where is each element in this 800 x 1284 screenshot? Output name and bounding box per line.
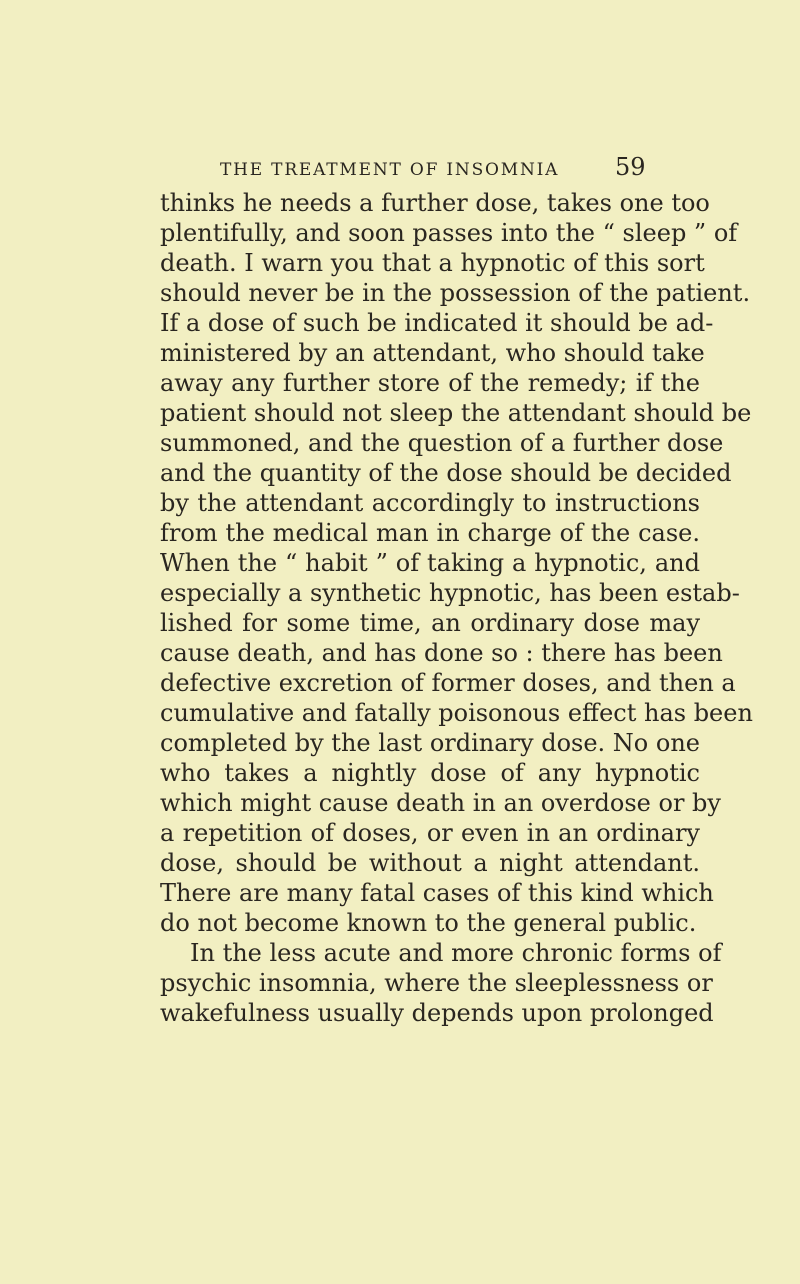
text-line: by the attendant accordingly to instructions [160,489,700,517]
text-line: patient should not sleep the attendant should be [160,399,752,427]
text-line: should never be in the possession of the patient. [160,279,751,307]
text-line: do not become known to the general public. [160,909,697,937]
text-line: cause death, and has done so : there has been [160,639,723,667]
text-line: from the medical man in charge of the case. [160,519,700,547]
body-text [160,188,753,1028]
text-line: death. I warn you that a hypnotic of this sort [160,249,705,277]
text-line: and the quantity of the dose should be decided [160,459,732,487]
text-line: cumulative and fatally poisonous effect has been [160,699,753,727]
text-line: ministered by an attendant, who should take [160,339,705,367]
text-line: wakefulness usually depends upon prolonged [160,999,714,1027]
text-line: a repetition of doses, or even in an ordinary [160,819,700,847]
text-line: plentifully, and soon passes into the “ sleep ” of [160,219,738,247]
text-line: lished for some time, an ordinary dose may [160,609,700,637]
paragraph [160,938,722,1028]
text-line: There are many fatal cases of this kind which [160,879,714,907]
text-line: thinks he needs a further dose, takes one too [160,189,710,217]
text-line: If a dose of such be indicated it should be ad- [160,309,714,337]
running-head: THE TREATMENT OF INSOMNIA [220,160,560,180]
text-line: dose, should be without a night attendant. [160,849,700,877]
text-line: defective excretion of former doses, and then a [160,669,736,697]
page-number: 59 [615,153,646,181]
text-line: which might cause death in an overdose or by [160,789,721,817]
text-line: completed by the last ordinary dose. No one [160,729,700,757]
text-line: psychic insomnia, where the sleeplessness or [160,969,713,997]
text-line: When the “ habit ” of taking a hypnotic, and [160,549,700,577]
text-line: summoned, and the question of a further dose [160,429,724,457]
text-line: especially a synthetic hypnotic, has been estab- [160,579,740,607]
text-line: who takes a nightly dose of any hypnotic [160,759,700,787]
paragraph [160,188,753,938]
text-line: away any further store of the remedy; if the [160,369,700,397]
text-line: In the less acute and more chronic forms of [190,939,722,967]
